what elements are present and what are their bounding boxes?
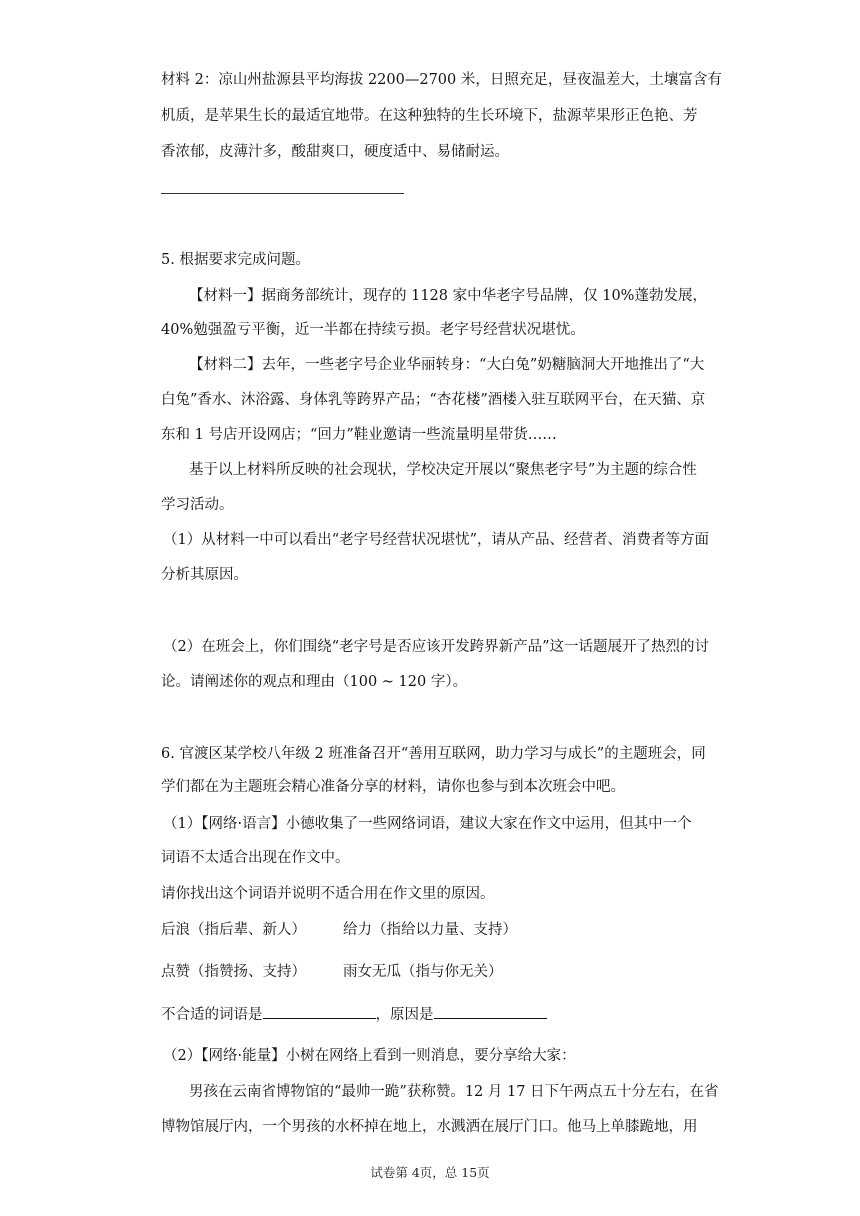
page-footer: 试卷第 4页，总 15页 [370,1165,490,1180]
word-option-3: 点赞（指赞扬、支持） [161,964,306,980]
material2-line2: 机质，是苹果生长的最适宜地带。在这种独特的生长环境下，盐源苹果形正色艳、芳 [161,108,698,124]
q5-material1-line1: 【材料一】据商务部统计，现存的 1128 家中华老字号品牌，仅 10%蓬勃发展， [189,288,707,304]
q6-sub1-line3: 请你找出这个词语并说明不适合用在作文里的原因。 [161,886,495,902]
q6-title-line1: 6. 官渡区某学校八年级 2 班准备召开“善用互联网，助力学习与成长”的主题班会，同 [161,746,706,762]
answer-blank-word[interactable] [263,1004,376,1019]
answer-rule [161,193,404,194]
answer-line [161,1004,547,1025]
q5-sub1-line2: 分析其原因。 [161,567,248,583]
word-option-2: 给力（指给以力量、支持） [343,922,517,938]
q6-news-line1: 男孩在云南省博物馆的“最帅一跪”获称赞。12 月 17 日下午两点五十分左右，在省 [189,1084,719,1100]
q6-sub2-line1: （2）【网络·能量】小树在网络上看到一则消息，要分享给大家： [163,1048,576,1064]
word-option-4: 雨女无瓜（指与你无关） [343,964,503,980]
q5-sub1-line1: （1）从材料一中可以看出“老字号经营状况堪忧”，请从产品、经营者、消费者等方面 [163,532,710,548]
q5-title: 5. 根据要求完成问题。 [161,252,310,268]
q6-sub1-line1: （1）【网络·语言】小德收集了一些网络词语，建议大家在作文中运用，但其中一个 [163,816,692,832]
q5-sub2-line2: 论。请阐述你的观点和理由（100 ~ 120 字）。 [161,674,468,690]
material2-line3: 香浓郁，皮薄汁多，酸甜爽口，硬度适中、易储耐运。 [161,144,509,160]
q5-sub2-line1: （2）在班会上，你们围绕“老字号是否应该开发跨界新产品”这一话题展开了热烈的讨 [163,639,710,655]
material2-line1: 材料 2：凉山州盐源县平均海拔 2200—2700 米，日照充足，昼夜温差大，土壤富含有 [161,72,722,88]
q6-title-line2: 学们都在为主题班会精心准备分享的材料，请你也参与到本次班会中吧。 [161,779,625,795]
q5-intro-line1: 基于以上材料所反映的社会现状，学校决定开展以“聚焦老字号”为主题的综合性 [189,462,697,478]
answer-label-word: 不合适的词语是 [161,1007,263,1023]
answer-label-reason: ，原因是 [375,1007,434,1023]
q5-intro-line2: 学习活动。 [161,497,234,513]
q6-news-line2: 博物馆展厅内，一个男孩的水杯掉在地上，水溅洒在展厅门口。他马上单膝跪地，用 [161,1119,698,1135]
word-option-1: 后浪（指后辈、新人） [161,922,306,938]
answer-blank-reason[interactable] [434,1004,547,1019]
q5-material2-line3: 东和 1 号店开设网店；“回力”鞋业邀请一些流量明星带货…… [161,427,557,443]
q5-material2-line1: 【材料二】去年，一些老字号企业华丽转身：“大白兔”奶糖脑洞大开地推出了“大 [189,357,705,373]
q5-material1-line2: 40%勉强盈亏平衡，近一半都在持续亏损。老字号经营状况堪忧。 [161,322,585,338]
q6-sub1-line2: 词语不太适合出现在作文中。 [161,850,350,866]
q5-material2-line2: 白兔”香水、沐浴露、身体乳等跨界产品；“杏花楼”酒楼入驻互联网平台，在天猫、京 [161,392,706,408]
